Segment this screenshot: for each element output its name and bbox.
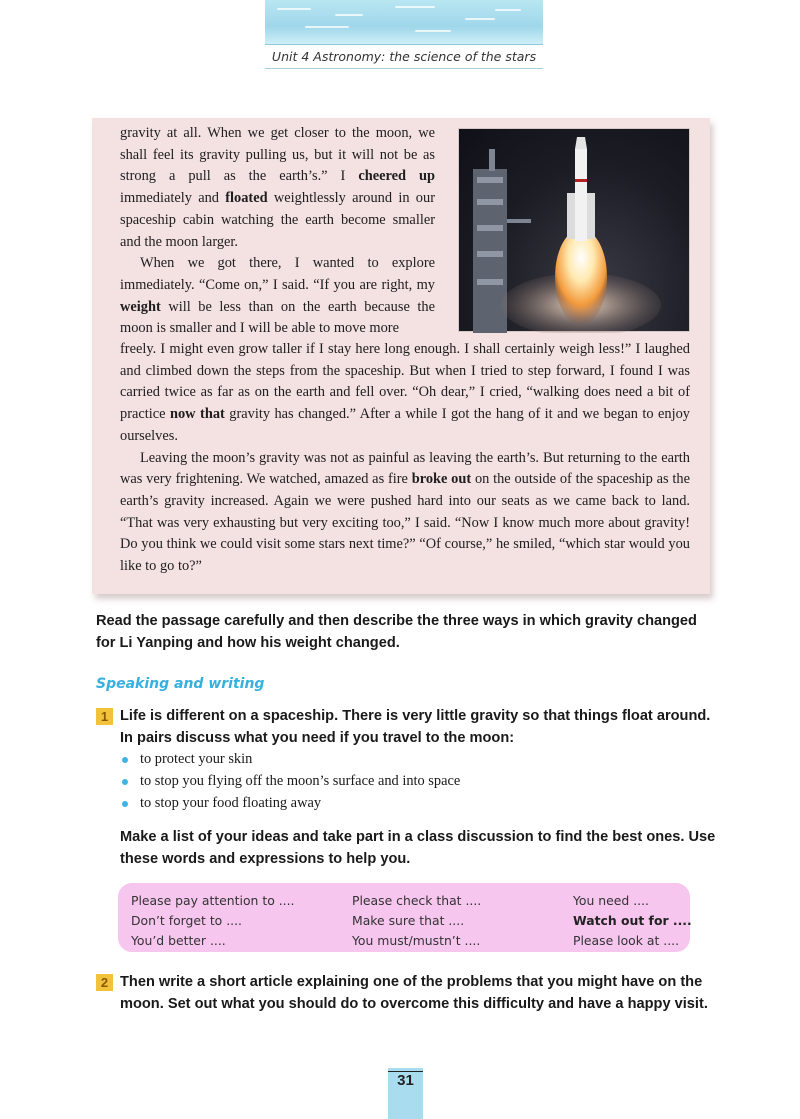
passage-paragraph-3: Leaving the moon’s gravity was not as painful as leaving the earth’s. But returning to the earth was very frightening. We watched, amazed as fire broke out on the outside of the spaceship as the earth’s gravity increased. Again we were pushed hard into our seats as we came back to land. “That was very exhausting but very exciting too,” I said. “Now I know much more about gravity! Do you think we could visit some stars next time?” “Of course,” he smiled, “which star would you like to go to?” (120, 449, 690, 575)
passage-full-block (120, 339, 690, 578)
useful-expressions-box (118, 883, 690, 952)
expression-item: Watch out for .... (573, 912, 692, 928)
expressions-column-2 (352, 891, 481, 950)
bullet-dot-icon (122, 801, 128, 807)
passage-paragraph-2: When we got there, I wanted to explore immediately. “Come on,” I said. “If you are right, my weight will be less than on the earth because the moon is smaller and I will be able to move more (120, 255, 435, 337)
expression-item: Please look at .... (573, 932, 680, 948)
bullet-dot-icon (122, 779, 128, 785)
keyword-floated: floated (225, 190, 268, 207)
passage-top-block (120, 123, 435, 340)
expression-item: You must/mustn’t .... (352, 932, 481, 948)
keyword-broke-out: broke out (411, 471, 472, 488)
expression-item: You need .... (573, 893, 649, 908)
expressions-column-1 (131, 891, 294, 950)
header-rule (265, 68, 543, 69)
expression-item: Make sure that .... (352, 912, 465, 928)
keyword-cheered-up: cheered up (358, 168, 435, 185)
list-item: to protect your skin (120, 749, 460, 771)
item-number-1: 1 (96, 708, 113, 725)
list-item: to stop you flying off the moon’s surface and into space (120, 771, 460, 793)
expressions-column-3 (573, 891, 692, 950)
item-2-instruction: Then write a short article explaining one of the problems that you might have on the moon. Set out what you should do to overcome this difficulty and have a happy visit. (120, 974, 708, 1012)
list-item: to stop your food floating away (120, 793, 460, 815)
bullet-dot-icon (122, 757, 128, 763)
item-1-instruction: Life is different on a spaceship. There is very little gravity so that things float around. In pairs discuss what you need if you travel to the moon: (120, 708, 711, 746)
item-number-2: 2 (96, 974, 113, 991)
header-divider (265, 44, 543, 45)
list-instruction: Make a list of your ideas and take part in a class discussion to find the best ones. Use these words and expressions to help you. (120, 829, 716, 867)
passage-paragraph-2-continued: freely. I might even grow taller if I stay here long enough. I shall certainly weigh less!” I laughed and climbed down the steps from the spaceship. But when I tried to step forward, I found I was carried twice as far as on the earth and fell over. “Oh dear,” I cried, “walking does need a bit of practice now that gravity has changed.” After a while I got the hang of it and we began to enjoy ourselves. (120, 341, 690, 444)
expression-item: Don’t forget to .... (131, 912, 242, 928)
section-heading-speaking-writing: Speaking and writing (96, 676, 265, 692)
expression-item: Please pay attention to .... (131, 893, 295, 908)
keyword-weight: weight (120, 298, 161, 315)
rocket-launch-photo (458, 128, 690, 332)
expression-item: You’d better .... (131, 932, 226, 948)
rocket-launch-icon (459, 129, 691, 333)
needs-bullet-list (120, 749, 460, 814)
passage-paragraph-1: gravity at all. When we get closer to the moon, we shall feel its gravity pulling us, but it will not be as strong a pull as the earth’s.” I cheered up immediately and floated weightlessly around in our spaceship cabin watching the earth become smaller and the moon larger. (120, 125, 435, 250)
expression-item: Please check that .... (352, 893, 482, 908)
keyword-now-that: now that (169, 406, 225, 423)
header-decoration-band (265, 0, 543, 44)
reading-task-instruction: Read the passage carefully and then describe the three ways in which gravity changed for Li Yanping and how his weight changed. (96, 613, 697, 651)
unit-title: Unit 4 Astronomy: the science of the stars (271, 49, 537, 64)
page-number: 31 (388, 1071, 423, 1089)
